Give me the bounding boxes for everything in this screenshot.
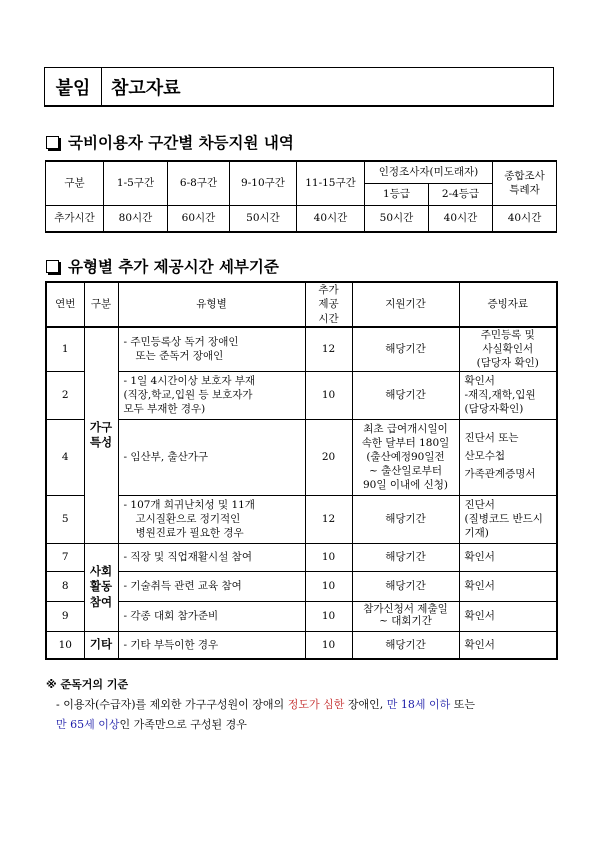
row-docs-l3: (담당자 확인)	[476, 357, 539, 370]
value-cell: 80시간	[104, 205, 168, 232]
header-type: 유형별	[118, 282, 305, 327]
row-docs	[459, 495, 557, 543]
ins-sub-2: 2-4등급	[429, 183, 493, 205]
special-header	[493, 161, 557, 205]
table-row	[46, 371, 557, 419]
table-row	[46, 543, 557, 571]
row-type-l2: 또는 준독거 장애인	[135, 350, 224, 363]
category-social-l3: 참여	[89, 594, 113, 609]
category-family-l1: 가구	[89, 419, 113, 434]
note-highlight-age18: 만 18세 이하	[386, 698, 451, 711]
row-hours: 12	[305, 327, 352, 371]
row-period-l3: (출산예정90일전	[366, 450, 445, 463]
row-docs-l2: (질병코드 반드시	[464, 512, 543, 525]
header-period: 지원기간	[352, 282, 459, 327]
note-text: - 이용자(수급자)를 제외한 가구구성원이 장애의	[56, 698, 288, 711]
table-row	[46, 601, 557, 631]
row-hours: 10	[305, 543, 352, 571]
value-cell: 40시간	[429, 205, 493, 232]
ins-sub-1: 1등급	[365, 183, 429, 205]
table-row	[46, 571, 557, 601]
row-docs: 확인서	[459, 571, 557, 601]
row-type-l3: 병원진료가 필요한 경우	[135, 527, 244, 540]
table-row	[46, 327, 557, 371]
row-no: 4	[46, 419, 84, 495]
row-type-l1: - 임산부, 출산가구	[123, 450, 209, 463]
row-period-l1: 참가신청서 제출일	[363, 603, 448, 616]
special-line1: 종합조사	[504, 170, 545, 183]
row-type: - 기타 부득이한 경우	[118, 631, 305, 659]
row-hours: 10	[305, 371, 352, 419]
attachment-title: 참고자료	[111, 77, 181, 99]
row-hours: 10	[305, 631, 352, 659]
note-text: 장애인,	[344, 698, 387, 711]
row-docs	[459, 419, 557, 495]
attachment-tag: 붙임	[45, 68, 102, 105]
header-hours-l3: 시간	[318, 312, 339, 325]
row-type-l2: (직장,학교,입원 등 보호자가	[123, 388, 253, 401]
note-text: 인 가족만으로 구성된 경우	[119, 718, 247, 731]
row-no: 9	[46, 601, 84, 631]
row-type-l1: - 107개 희귀난치성 및 11개	[123, 498, 255, 511]
table-row	[46, 631, 557, 659]
row-docs-l2: 사실확인서	[482, 343, 534, 356]
section1-heading	[46, 131, 294, 153]
type-criteria-table	[45, 281, 558, 660]
row-type	[118, 371, 305, 419]
row-docs-l2: 산모수첩	[464, 450, 506, 463]
row-docs-l3: 기재)	[464, 527, 489, 540]
table-row	[46, 419, 557, 495]
value-cell: 50시간	[365, 205, 429, 232]
row-type	[118, 495, 305, 543]
row-type	[118, 327, 305, 371]
table-row	[46, 495, 557, 543]
ins-header: 인정조사자(미도래자)	[365, 161, 493, 183]
note-title: ※ 준독거의 기준	[46, 678, 129, 691]
note-highlight-age65: 만 65세 이상	[56, 718, 120, 731]
header-cat: 구분	[84, 282, 118, 327]
row-docs	[459, 371, 557, 419]
group-2: 6-8구간	[168, 161, 230, 205]
row-docs: 확인서	[459, 601, 557, 631]
row-type: - 직장 및 직업재활시설 참여	[118, 543, 305, 571]
header-hours-l2: 제공	[318, 298, 339, 311]
row-period: 해당기간	[352, 495, 459, 543]
row-no: 7	[46, 543, 84, 571]
row-docs-l1: 진단서 또는	[464, 432, 519, 445]
row-label: 추가시간	[46, 205, 104, 232]
row-docs	[459, 327, 557, 371]
group-1: 1-5구간	[104, 161, 168, 205]
row-type-l3: 모두 부재한 경우)	[123, 403, 206, 416]
attachment-header	[44, 67, 554, 107]
row-type: - 기술취득 관련 교육 참여	[118, 571, 305, 601]
row-docs-l1: 주민등록 및	[480, 329, 535, 341]
row-docs-l2: -재직,재학,입원	[464, 388, 536, 401]
group-3: 9-10구간	[230, 161, 297, 205]
row-docs-l1: 진단서	[464, 498, 495, 511]
header-no: 연번	[46, 282, 84, 327]
special-line2: 특례자	[509, 184, 540, 197]
row-no: 10	[46, 631, 84, 659]
section2-heading	[46, 255, 279, 277]
category-family-l2: 특성	[89, 435, 113, 450]
note-highlight-severity: 정도가 심한	[287, 698, 345, 711]
row-period: 해당기간	[352, 543, 459, 571]
header-hours	[305, 282, 352, 327]
row-period-l1: 최초 급여개시일이	[363, 422, 448, 435]
note-body	[56, 695, 564, 735]
row-no: 5	[46, 495, 84, 543]
category-social	[84, 543, 118, 631]
row-type-l1: - 1일 4시간이상 보호자 부재	[123, 374, 256, 387]
section2-title: 유형별 추가 제공시간 세부기준	[68, 258, 279, 276]
category-family	[84, 327, 118, 543]
row-period-l4: ~ 출산일로부터	[369, 465, 442, 478]
row-period-l2: ~ 대회기간	[379, 615, 432, 628]
row-hours: 10	[305, 571, 352, 601]
row-period: 해당기간	[352, 371, 459, 419]
row-docs: 확인서	[459, 543, 557, 571]
header-hours-l1: 추가	[318, 284, 339, 297]
checkbox-bullet-icon	[46, 136, 59, 149]
row-hours: 10	[305, 601, 352, 631]
row-docs-l1: 확인서	[464, 374, 495, 387]
row-type-l1: - 주민등록상 독거 장애인	[123, 336, 239, 349]
value-cell: 40시간	[297, 205, 365, 232]
note-text: 또는	[450, 698, 475, 711]
row-docs: 확인서	[459, 631, 557, 659]
value-cell: 40시간	[493, 205, 557, 232]
category-social-l2: 활동	[89, 579, 113, 594]
row-period: 해당기간	[352, 327, 459, 371]
row-period: 해당기간	[352, 631, 459, 659]
col-label: 구분	[46, 161, 104, 205]
row-type-l2: 고시질환으로 정기적인	[135, 512, 241, 525]
header-docs: 증빙자료	[459, 282, 557, 327]
tier-support-table	[45, 160, 557, 233]
checkbox-bullet-icon	[46, 260, 59, 273]
section1-title: 국비이용자 구간별 차등지원 내역	[68, 134, 294, 152]
row-docs-l3: 가족관계증명서	[464, 467, 536, 480]
row-docs-l3: (담당자확인)	[464, 403, 524, 416]
category-other: 기타	[84, 631, 118, 659]
row-period-l2: 속한 달부터 180일	[361, 436, 450, 449]
row-no: 8	[46, 571, 84, 601]
row-period: 해당기간	[352, 571, 459, 601]
row-type: - 각종 대회 참가준비	[118, 601, 305, 631]
row-period-l5: 90일 이내에 신청)	[363, 479, 448, 492]
value-cell: 50시간	[230, 205, 297, 232]
row-no: 1	[46, 327, 84, 371]
category-social-l1: 사회	[89, 563, 113, 578]
group-4: 11-15구간	[297, 161, 365, 205]
row-period	[352, 601, 459, 631]
row-period	[352, 419, 459, 495]
row-type	[118, 419, 305, 495]
row-hours: 12	[305, 495, 352, 543]
row-no: 2	[46, 371, 84, 419]
row-hours: 20	[305, 419, 352, 495]
value-cell: 60시간	[168, 205, 230, 232]
